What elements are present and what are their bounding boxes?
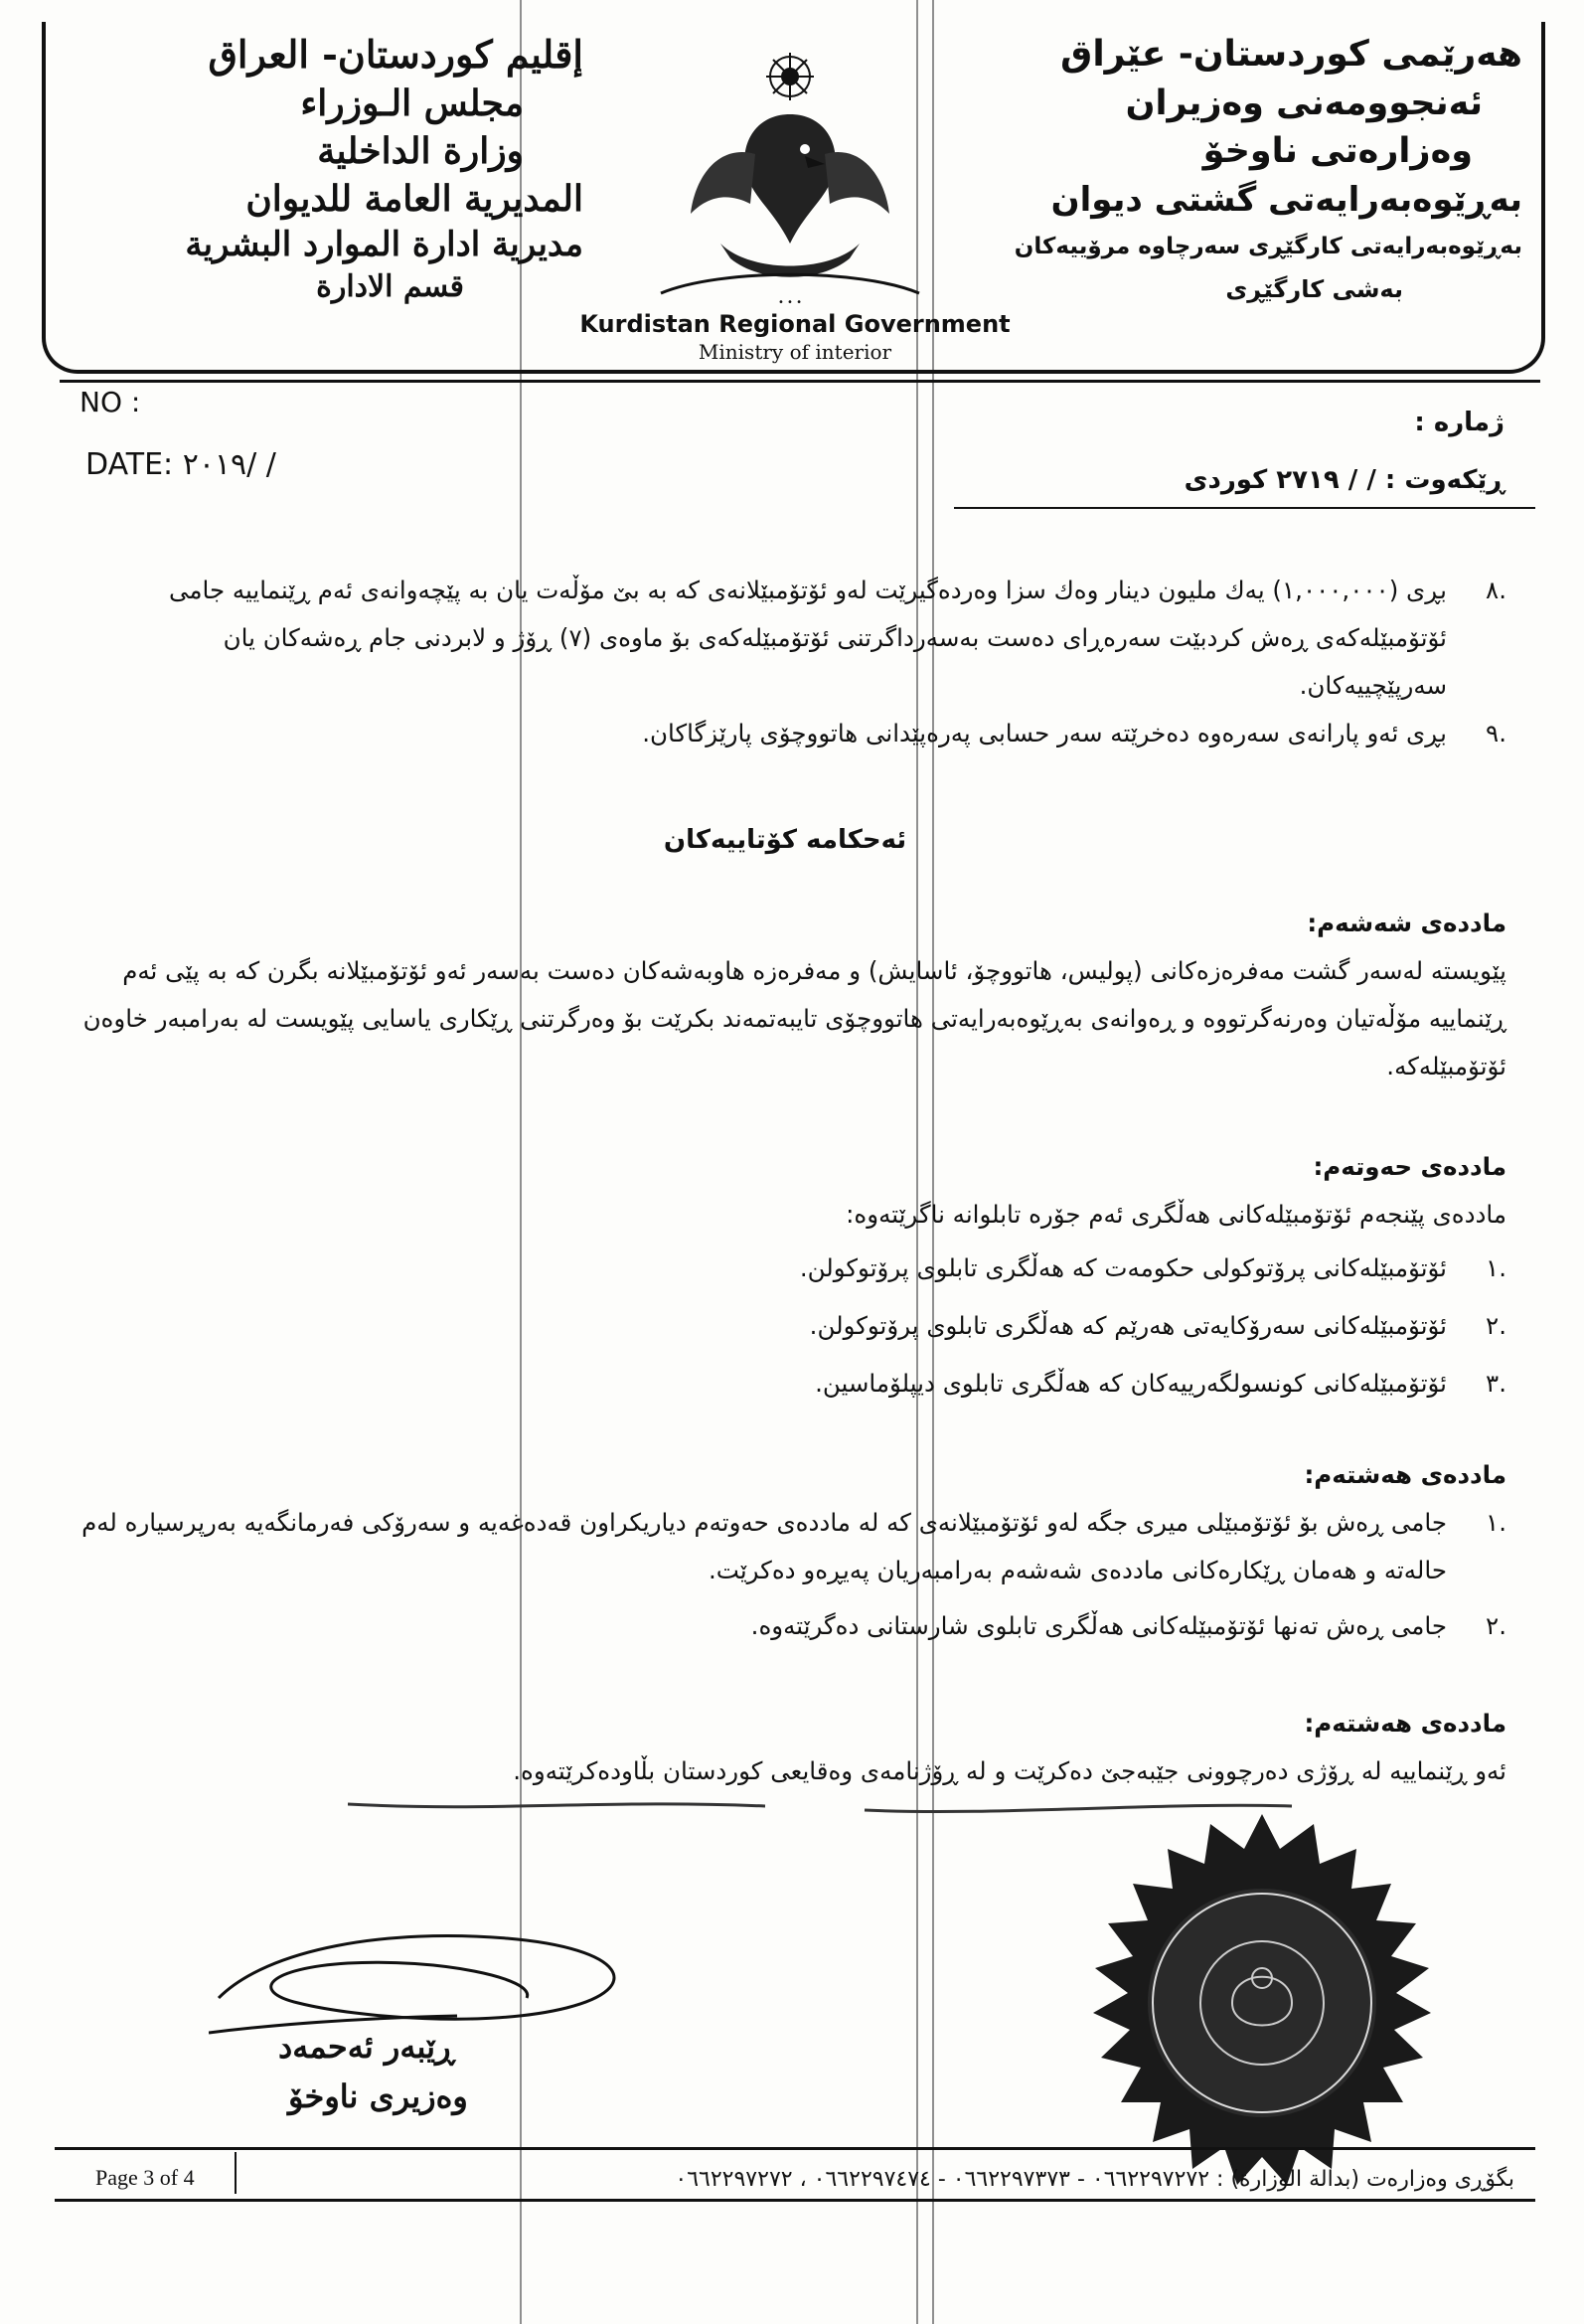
- page-number: Page 3 of 4: [95, 2165, 195, 2190]
- article-8-item-1: [76, 1499, 1506, 1594]
- article-7-item-3-number: .٣: [1486, 1369, 1506, 1398]
- header-arabic: [67, 30, 583, 308]
- reference-date-label: ڕێكەوت : / / ٢٧١٩ كوردی: [1184, 465, 1505, 495]
- header-divider: [60, 380, 1540, 383]
- article-7-item-3: [76, 1360, 1506, 1408]
- header-arabic-council: مجلس الـوزراء: [300, 83, 524, 124]
- article-7-item-3-text: ئۆتۆمبێلەكانی كونسولگەرییەكان كە هەڵگری تابلوی دیپلۆماسین.: [815, 1369, 1447, 1398]
- article-8-item-1-number: .١: [1486, 1508, 1506, 1537]
- header-kurdish-region: هەرێمی كوردستان- عێراق: [1060, 34, 1522, 75]
- article-6-title: ماددەی شەشەم:: [1307, 909, 1506, 937]
- header-kurdish-directorate: بەڕێوەبەرایەتی گشتی دیوان: [1050, 180, 1522, 220]
- article-6-text: پێویستە لەسەر گشت مەفرەزەكانی (پولیس، هاتووچۆ، ئاسایش) و مەفرەزە هاوبەشەكان دەست بەسەر ئەو ئۆتۆمبێلانە بگرن كە بە پێی ئەم ڕێنماییە مۆڵەتیان وەرنەگرتووە و ڕەوانەی بەڕێوەبەرایەتی هاتووچۆی تایبەتمەند بكرێت بۆ وەرگرتنی ڕێكاری یاسایی پێویست لە بەرامبەر خاوەن ئۆتۆمبێلەكە.: [82, 956, 1506, 1080]
- header-arabic-ministry: وزارة الداخلية: [317, 130, 524, 172]
- signatory-name: ڕێبەر ئەحمەد: [278, 2028, 455, 2066]
- article-8-item-2-text: جامی ڕەش تەنها ئۆتۆمبێلەكانی هەڵگری تابلوی شارستانی دەگرێتەوە.: [750, 1611, 1447, 1640]
- header-kurdish: [1006, 30, 1522, 310]
- header-kurdish-section: بەشی كارگێڕی: [1225, 275, 1403, 303]
- reference-label: ژمارە :: [1414, 408, 1505, 437]
- footer-phones: بگۆڕی وەزارەت (بدالة الوزارة) : ٠٦٦٢٢٩٧٢٧٢ - ٠٦٦٢٢٩٧٣٧٣ - ٠٦٦٢٢٩٧٤٧٤ ، ٠٦٦٢٢٩٧٢٧٢: [675, 2167, 1514, 2192]
- header-arabic-directorate: المديرية العامة للديوان: [245, 178, 583, 220]
- article-7-item-2: [76, 1302, 1506, 1350]
- article-7-item-1-text: ئۆتۆمبێلەكانی پرۆتوكولی حكومەت كە هەڵگری تابلوی پرۆتوكولن.: [799, 1253, 1447, 1282]
- document-body: [76, 567, 1506, 757]
- header-english-name: Kurdistan Regional Government: [579, 310, 1011, 338]
- signatory-title: وەزیری ناوخۆ: [288, 2077, 468, 2115]
- clause-8-text: بڕی (١,٠٠٠,٠٠٠) یەك ملیون دینار وەك سزا وەردەگیرێت لەو ئۆتۆمبێلانەی كە بە بێ مۆڵەت یان بە پێچەوانەی ئەم ڕێنماییە جامی ئۆتۆمبێلەكەی ڕەش كردبێت سەرەڕای دەست بەسەرداگرتنی ئۆتۆمبێلەكەی بۆ ماوەی (٧) ڕۆژ و لابردنی جام ڕەشەكان یان سەرپێچییەكان.: [168, 576, 1447, 700]
- reference-underline: [954, 507, 1535, 509]
- article-8-item-1-text: جامی ڕەش بۆ ئۆتۆمبێلی میری جگە لەو ئۆتۆمبێلانەی كە لە ماددەی حەوتەم دیاریكراون قەدەغەیە و سەرۆكی فەرمانگەیە بەرپرسیارە لەم حالەتە و هەمان ڕێكارەكانی ماددەی شەشەم بەرامبەریان پەیڕەو دەكرێت.: [81, 1508, 1447, 1584]
- header-kurdish-council: ئەنجوومەنی وەزیران: [1125, 83, 1483, 123]
- clause-9: [76, 710, 1506, 757]
- clause-8: [76, 567, 1506, 710]
- article-7-item-2-text: ئۆتۆمبێلەكانی سەرۆكایەتی هەرێم كە هەڵگری تابلوی پرۆتوكولن.: [809, 1311, 1447, 1340]
- clause-9-text: بڕی ئەو پارانەی سەرەوە دەخرێتە سەر حسابی پەرەپێدانی هاتووچۆی پارێزگاكان.: [642, 719, 1447, 747]
- article-8-title: ماددەی هەشتەم:: [1304, 1460, 1506, 1489]
- header-arabic-hr: مديرية ادارة الموارد البشرية: [185, 225, 583, 264]
- date-label: DATE: ٢٠١٩/ /: [85, 447, 276, 482]
- article-7-item-1-number: .١: [1486, 1253, 1506, 1282]
- article-6: [76, 900, 1506, 1090]
- article-9-title: ماددەی هەشتەم:: [1304, 1709, 1506, 1738]
- article-7: [76, 1143, 1506, 1408]
- article-8-item-2-number: .٢: [1486, 1611, 1506, 1640]
- clause-8-number: .٨: [1486, 576, 1506, 604]
- article-7-title: ماددەی حەوتەم:: [1313, 1152, 1506, 1181]
- article-8: [76, 1451, 1506, 1650]
- krg-emblem: [601, 45, 979, 313]
- header-english-ministry: Ministry of interior: [698, 340, 892, 364]
- article-8-item-2: [76, 1602, 1506, 1650]
- header-kurdish-ministry: وەزارەتی ناوخۆ: [1202, 131, 1473, 171]
- article-7-intro: ماددەی پێنجەم ئۆتۆمبێلەكانی هەڵگری ئەم جۆرە تابلوانە ناگرێتەوە:: [846, 1200, 1506, 1229]
- article-7-item-2-number: .٢: [1486, 1311, 1506, 1340]
- header-kurdish-hr: بەڕێوەبەرایەتی كارگێڕی سەرچاوە مرۆییەكان: [1014, 234, 1522, 259]
- number-label: NO :: [79, 386, 141, 418]
- article-9: [76, 1700, 1506, 1795]
- final-provisions-heading: ئەحكامە كۆتاییەكان: [663, 825, 907, 855]
- header-arabic-region: إقليم كوردستان- العراق: [208, 32, 583, 77]
- article-7-item-1: [76, 1245, 1506, 1292]
- clause-9-number: .٩: [1486, 719, 1506, 747]
- footer-rule-bottom: [55, 2199, 1535, 2202]
- header-arabic-section: قسم الادارة: [316, 269, 464, 304]
- svg-text:• • •: • • •: [777, 297, 803, 308]
- article-9-text: ئەو ڕێنماییە لە ڕۆژی دەرچوونی جێبەجێ دەكرێت و لە ڕۆژنامەی وەقایعی كوردستان بڵاودەكرێتەوە.: [513, 1756, 1506, 1785]
- footer-rule-top: [55, 2147, 1535, 2150]
